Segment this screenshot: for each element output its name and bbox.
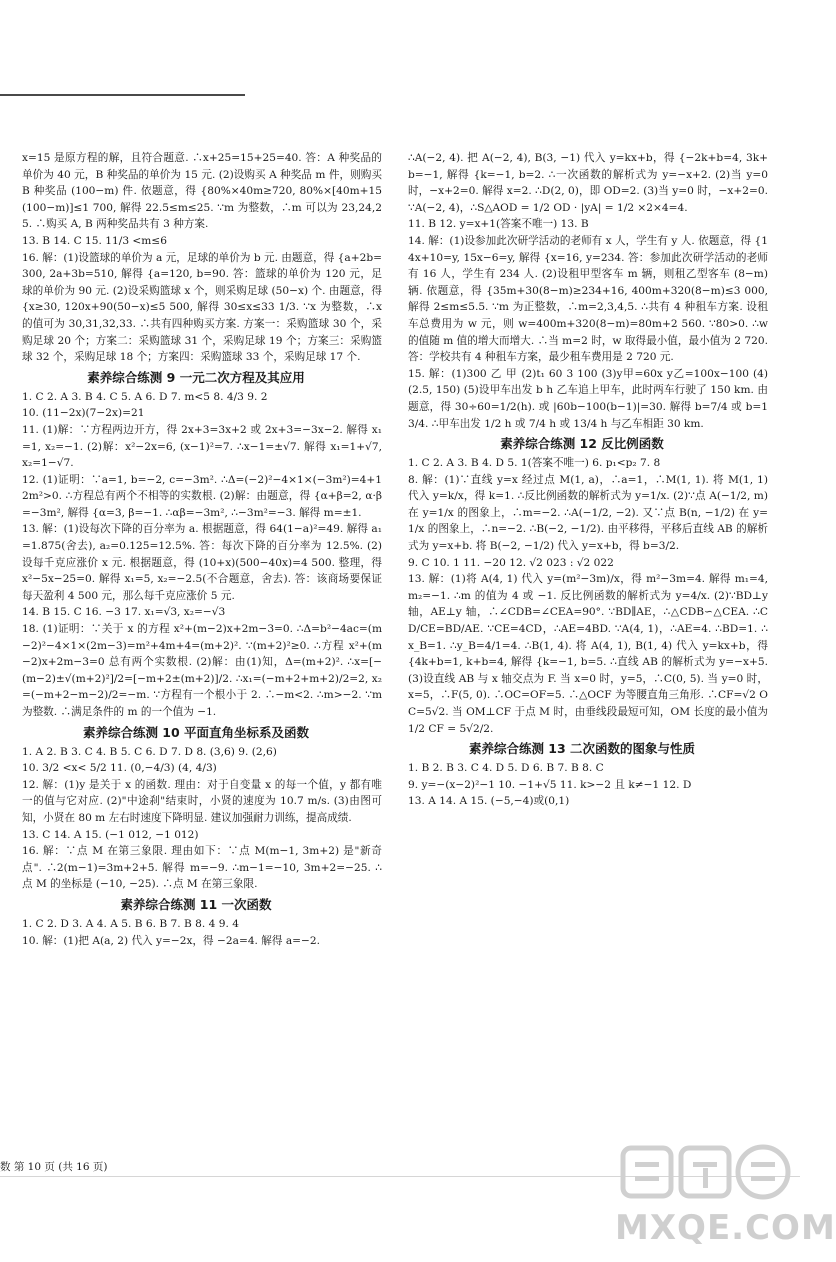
watermark-logo xyxy=(615,1140,836,1258)
page-footer xyxy=(0,1160,380,1174)
answer-paragraph: 10. 解：(1)把 A(a, 2) 代入 y=−2x，得 −2a=4. 解得 a=−2. xyxy=(22,934,321,947)
answer-paragraph: 1. B 2. B 3. C 4. D 5. D 6. B 7. B 8. C xyxy=(408,762,604,775)
answer-paragraph: 1. C 2. A 3. B 4. D 5. 1(答案不唯一) 6. p₁<p₂ 7. 8 xyxy=(408,457,661,470)
answer-paragraph: 8. 解：(1)∵直线 y=x 经过点 M(1, a)，∴a=1，∴M(1, 1). 将 M(1, 1) 代入 y=k/x，得 k=1. ∴反比例函数的解析式为 y=1/x. (2)∵点 A(−1/2, m) 在 y=1/x 的图象上，∴m=−2. ∴A(−1/2, −2). 又∵点 B(n, −1/2) 在 y=1/x 的图象上，∴n=−2. ∴B(−2, −1/2). 由平移得，平移后直线 AB 的解析式为 y=x+b. 将 B(−2, −1/2) 代入 y=x+b，得 b=3/2. xyxy=(408,473,768,553)
answer-paragraph: 13. 解：(1)设每次下降的百分率为 a. 根据题意，得 64(1−a)²=49. 解得 a₁=1.875(舍去), a₂=0.125=12.5%. 答：每次下降的百分率为 12.5%. (2)设每千克应涨价 x 元. 根据题意，得 (10+x)(500−40x)=4 500. 整理，得 x²−5x−25=0. 解得 x₁=5, x₂=−2.5(不合题意，舍去). 答：该商场要保证每天盈利 4 500 元，那么每千克应涨价 5 元. xyxy=(22,523,382,602)
answer-paragraph: 13. A 14. A 15. (−5,−4)或(0,1) xyxy=(408,795,570,808)
section-heading: 素养综合练测 13 二次函数的图象与性质 xyxy=(468,741,696,757)
answer-paragraph: 10. (11−2x)(7−2x)=21 xyxy=(22,407,145,420)
answer-paragraph: 13. C 14. A 15. (−1 012, −1 012) xyxy=(22,828,199,841)
answer-paragraph: 12. (1)证明：∵a=1, b=−2, c=−3m². ∴Δ=(−2)²−4×1×(−3m²)=4+12m²>0. ∴方程总有两个不相等的实数根. (2)解：由题意，得 {α+β=2, α·β=−3m², 解得 {α=3, β=−1. ∴αβ=−3m², ∴−3m²=−3. 解得 m=±1. xyxy=(22,473,382,519)
answer-paragraph: 1. A 2. B 3. C 4. B 5. C 6. D 7. D 8. (3,6) 9. (2,6) xyxy=(22,745,277,758)
answer-paragraph: ∴A(−2, 4). 把 A(−2, 4), B(3, −1) 代入 y=kx+b，得 {−2k+b=4, 3k+b=−1, 解得 {k=−1, b=2. ∴一次函数的解析式为 y=−x+2. (2)当 y=0 时，−x+2=0. 解得 x=2. ∴D(2, 0)，即 OD=2. (3)当 y=0 时，−x+2=0. ∵A(−2, 4)，∴S△AOD = 1/2 OD · |yA| = 1/2 ×2×4=4. xyxy=(408,152,768,214)
answer-paragraph: 16. 解：∵点 M 在第三象限. 理由如下：∵点 M(m−1, 3m+2) 是"新奇点". ∴2(m−1)=3m+2+5. 解得 m=−9. ∴m−1=−10, 3m+2=−25. ∴点 M 的坐标是 (−10, −25). ∴点 M 在第三象限. xyxy=(22,845,382,891)
page-number: 第 10 页 (共 16 页) xyxy=(13,1161,108,1173)
watermark-label: MXQE.COM xyxy=(615,1208,836,1248)
section-heading: 素养综合练测 10 平面直角坐标系及函数 xyxy=(82,724,310,740)
right-column xyxy=(396,150,768,810)
answer-paragraph: 15. 解：(1)300 乙 甲 (2)t₁ 60 3 100 (3)y甲=60x y乙=100x−100 (4)(2.5, 150) (5)设甲车出发 b h 乙车追上甲车，此时两车行驶了 150 km. 由题意，得 30÷60=1/2(h). 或 |60b−100(b−1)|=30. 解得 b=7/4 或 b=13/4. ∴甲车出发 1/2 h 或 7/4 h 或 13/4 h 与乙车相距 30 km. xyxy=(408,367,768,430)
answer-paragraph: 1. C 2. A 3. B 4. C 5. A 6. D 7. m<5 8. 4/3 9. 2 xyxy=(22,390,268,403)
answer-paragraph: 18. (1)证明：∵关于 x 的方程 x²+(m−2)x+2m−3=0. ∴Δ=b²−4ac=(m−2)²−4×1×(2m−3)=m²+4m+4=(m+2)². ∵(m+2)²≥0. ∴方程 x²+(m−2)x+2m−3=0 总有两个实数根. (2)解：由(1)知，Δ=(m+2)². ∴x=[−(m−2)±√(m+2)²]/2=[−m+2±(m+2)]/2. ∴x₁=(−m+2+m+2)/2=2, x₂=(−m+2−m−2)/2=−m. ∵方程有一个根小于 2. ∴−m<2. ∴m>−2. ∵m 为整数. ∴满足条件的 m 的一个值为 −1. xyxy=(22,623,382,718)
answer-paragraph: 9. C 10. 1 11. −20 12. √2 023 : √2 022 xyxy=(408,556,614,569)
section-heading: 素养综合练测 9 一元二次方程及其应用 xyxy=(87,369,305,385)
answer-paragraph: 16. 解：(1)设篮球的单价为 a 元，足球的单价为 b 元. 由题意，得 {a+2b=300, 2a+3b=510, 解得 {a=120, b=90. 答：篮球的单价为 120 元，足球的单价为 90 元. (2)设采购篮球 x 个，则采购足球 (50−x) 个. 由题意，得 {x≥30, 120x+90(50−x)≤5 500, 解得 30≤x≤33 1/3. ∵x 为整数，∴x 的值可为 30,31,32,33. ∴共有四种购买方案. 方案一：采购篮球 30 个，采购足球 20 个；方案二：采购篮球 31 个，采购足球 19 个；方案三：采购篮球 32 个，采购足球 18 个；方案四：采购篮球 33 个，采购足球 17 个. xyxy=(22,251,382,364)
section-heading: 素养综合练测 11 一次函数 xyxy=(120,896,272,912)
answer-paragraph: x=15 是原方程的解，且符合题意. ∴x+25=15+25=40. 答：A 种奖品的单价为 40 元，B 种奖品的单价为 15 元. (2)设购买 A 种奖品 m 件，则购买 B 种奖品 (100−m) 件. 依题意，得 {80%×40m≥720, 80%×[40m+15(100−m)]≤1 700, 解得 22.5≤m≤25. ∵m 为整数，∴m 可以为 23,24,25. ∴购买 A, B 两种奖品共有 3 种方案. xyxy=(22,152,382,231)
answer-paragraph: 14. 解：(1)设参加此次研学活动的老师有 x 人，学生有 y 人. 依题意，得 {14x+10=y, 15x−6=y, 解得 {x=16, y=234. 答：参加此次研学活动的老师有 16 人，学生有 234 人. (2)设租甲型客车 m 辆，则租乙型客车 (8−m) 辆. 依题意，得 {35m+30(8−m)≥234+16, 400m+320(8−m)≤3 000, 解得 2≤m≤5.5. ∵m 为正整数，∴m=2,3,4,5. ∴共有 4 种租车方案. 设租车总费用为 w 元，则 w=400m+320(8−m)=80m+2 560. ∵80>0. ∴w 的值随 m 值的增大而增大. ∴当 m=2 时，w 取得最小值，最小值为 2 720. 答：学校共有 4 种租车方案，最少租车费用是 2 720 元. xyxy=(408,234,768,364)
answer-paragraph: 13. 解：(1)将 A(4, 1) 代入 y=(m²−3m)/x，得 m²−3m=4. 解得 m₁=4, m₂=−1. ∴m 的值为 4 或 −1. 反比例函数的解析式为 y=4/x. (2)∵BD⊥y 轴，AE⊥y 轴，∴∠CDB=∠CEA=90°. ∵BD∥AE，∴△CDB∽△CEA. ∴CD/CE=BD/AE. ∵CE=4CD，∴AE=4BD. ∵A(4, 1)，∴AE=4. ∴BD=1. ∴x_B=1. ∴y_B=4/1=4. ∴B(1, 4). 将 A(4, 1), B(1, 4) 代入 y=kx+b，得 {4k+b=1, k+b=4, 解得 {k=−1, b=5. ∴直线 AB 的解析式为 y=−x+5. (3)设直线 AB 与 x 轴交点为 F. 当 x=0 时，y=5，∴C(0, 5). 当 y=0 时，x=5，∴F(5, 0). ∴OC=OF=5. ∴△OCF 为等腰直角三角形. ∴CF=√2 OC=5√2. 当 OM⊥CF 于点 M 时，由垂线段最短可知，OM 长度的最小值为 1/2 CF = 5√2/2. xyxy=(408,573,768,735)
answer-paragraph: 14. B 15. C 16. −3 17. x₁=√3, x₂=−√3 xyxy=(22,606,226,619)
answer-paragraph: 10. 3/2 <x< 5/2 11. (0,−4/3) (4, 4/3) xyxy=(22,762,217,775)
footer-prefix: 数 xyxy=(0,1161,11,1173)
left-column xyxy=(10,150,382,949)
section-heading: 素养综合练测 12 反比例函数 xyxy=(500,436,664,452)
answer-paragraph: 9. y=−(x−2)²−1 10. −1+√5 11. k>−2 且 k≠−1 12. D xyxy=(408,778,692,791)
answer-paragraph: 13. B 14. C 15. 11/3 <m≤6 xyxy=(22,234,167,247)
answer-paragraph: 11. (1)解：∵方程两边开方，得 2x+3=3x+2 或 2x+3=−3x−2. 解得 x₁=1, x₂=−1. (2)解：x²−2x=6, (x−1)²=7. ∴x−1=±√7. 解得 x₁=1+√7, x₂=1−√7. xyxy=(22,423,382,470)
answer-paragraph: 12. 解：(1)y 是关于 x 的函数. 理由：对于自变量 x 的每一个值，y 都有唯一的值与它对应. (2)"中途刹"结束时，小贤的速度为 10.7 m/s. (3)由图可知，小贤在 80 m 左右时速度下降明显. 建议加强耐力训练，提高成绩. xyxy=(22,778,382,824)
answer-paragraph: 1. C 2. D 3. A 4. A 5. B 6. B 7. B 8. 4 9. 4 xyxy=(22,917,239,930)
header-rule xyxy=(0,94,245,96)
answer-paragraph: 11. B 12. y=x+1(答案不唯一) 13. B xyxy=(408,218,589,231)
